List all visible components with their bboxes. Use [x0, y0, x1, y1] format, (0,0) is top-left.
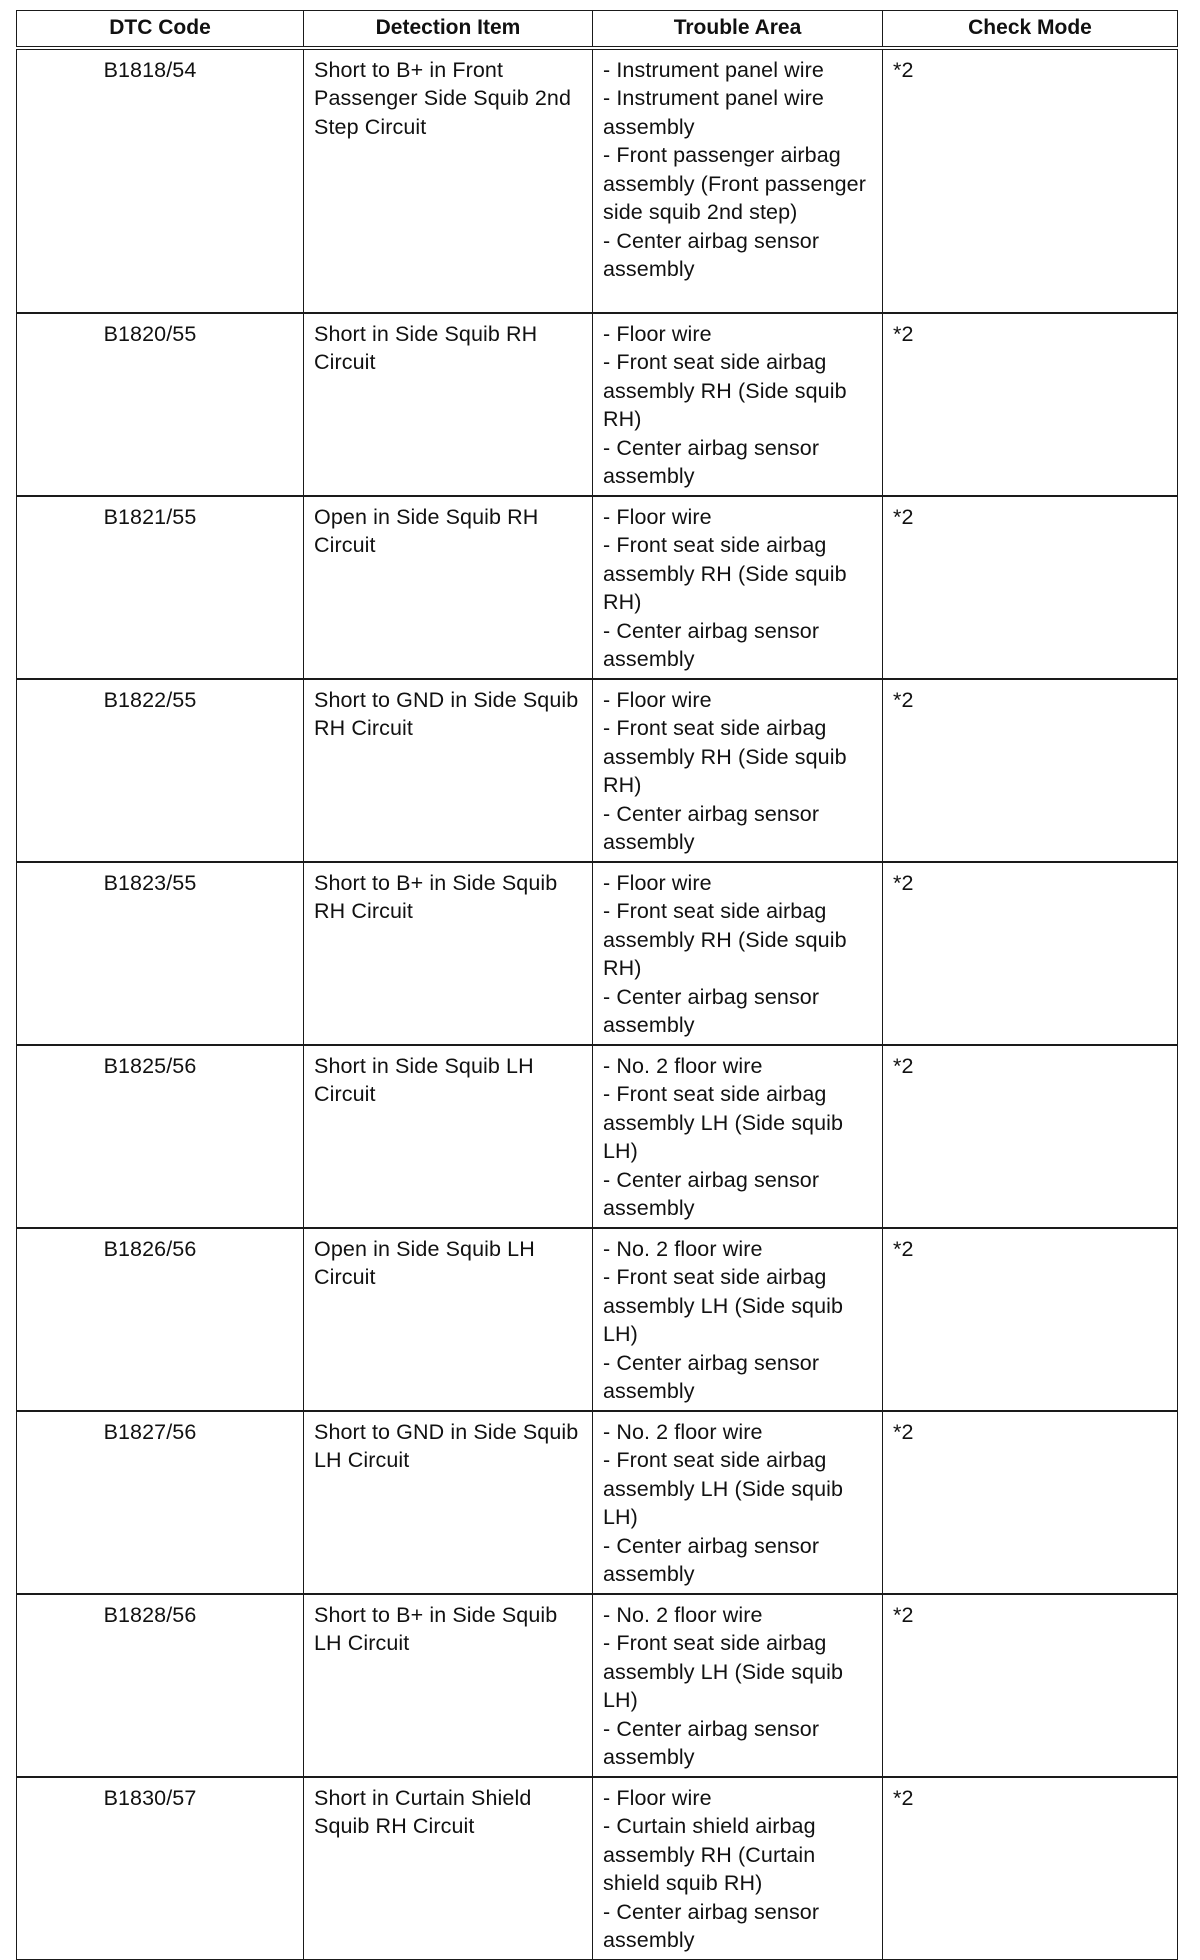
table-row — [17, 679, 1178, 862]
dtc-code-cell: B1823/55 — [17, 862, 304, 1045]
detection-item-cell: Short to B+ in Side Squib LH Circuit — [304, 1594, 593, 1777]
trouble-area-cell: - Floor wire - Curtain shield airbag assembly RH (Curtain shield squib RH) - Center airbag sensor assembly — [593, 1777, 883, 1960]
detection-item-cell: Short to B+ in Side Squib RH Circuit — [304, 862, 593, 1045]
detection-item-cell: Short in Curtain Shield Squib RH Circuit — [304, 1777, 593, 1960]
header-dtc-code: DTC Code — [17, 11, 304, 48]
check-mode-cell: *2 — [883, 313, 1178, 496]
table-row — [17, 313, 1178, 496]
trouble-area-cell: - Instrument panel wire - Instrument panel wire assembly - Front passenger airbag assembly (Front passenger side squib 2nd step) - Center airbag sensor assembly — [593, 48, 883, 313]
check-mode-cell: *2 — [883, 862, 1178, 1045]
table-row — [17, 1594, 1178, 1777]
trouble-area-cell: - No. 2 floor wire - Front seat side airbag assembly LH (Side squib LH) - Center airbag sensor assembly — [593, 1045, 883, 1228]
table-row — [17, 1411, 1178, 1594]
trouble-area-cell: - Floor wire - Front seat side airbag assembly RH (Side squib RH) - Center airbag sensor assembly — [593, 679, 883, 862]
header-trouble-area: Trouble Area — [593, 11, 883, 48]
dtc-table — [16, 10, 1178, 1960]
detection-item-cell: Open in Side Squib LH Circuit — [304, 1228, 593, 1411]
header-check-mode: Check Mode — [883, 11, 1178, 48]
trouble-area-cell: - No. 2 floor wire - Front seat side airbag assembly LH (Side squib LH) - Center airbag sensor assembly — [593, 1411, 883, 1594]
table-row — [17, 48, 1178, 313]
dtc-code-cell: B1825/56 — [17, 1045, 304, 1228]
dtc-code-cell: B1821/55 — [17, 496, 304, 679]
dtc-code-cell: B1830/57 — [17, 1777, 304, 1960]
header-detection-item: Detection Item — [304, 11, 593, 48]
dtc-code-cell: B1827/56 — [17, 1411, 304, 1594]
table-header — [17, 11, 1178, 48]
check-mode-cell: *2 — [883, 48, 1178, 313]
trouble-area-cell: - Floor wire - Front seat side airbag assembly RH (Side squib RH) - Center airbag sensor assembly — [593, 496, 883, 679]
table-row — [17, 862, 1178, 1045]
check-mode-cell: *2 — [883, 1777, 1178, 1960]
detection-item-cell: Short to GND in Side Squib RH Circuit — [304, 679, 593, 862]
table-body — [17, 48, 1178, 1960]
dtc-code-cell: B1822/55 — [17, 679, 304, 862]
detection-item-cell: Short in Side Squib LH Circuit — [304, 1045, 593, 1228]
dtc-code-cell: B1826/56 — [17, 1228, 304, 1411]
table-row — [17, 1777, 1178, 1960]
check-mode-cell: *2 — [883, 1045, 1178, 1228]
table-row — [17, 1228, 1178, 1411]
check-mode-cell: *2 — [883, 1594, 1178, 1777]
trouble-area-cell: - No. 2 floor wire - Front seat side airbag assembly LH (Side squib LH) - Center airbag sensor assembly — [593, 1228, 883, 1411]
detection-item-cell: Short to B+ in Front Passenger Side Squib 2nd Step Circuit — [304, 48, 593, 313]
check-mode-cell: *2 — [883, 1228, 1178, 1411]
dtc-code-cell: B1820/55 — [17, 313, 304, 496]
table-row — [17, 496, 1178, 679]
dtc-code-cell: B1828/56 — [17, 1594, 304, 1777]
check-mode-cell: *2 — [883, 496, 1178, 679]
check-mode-cell: *2 — [883, 1411, 1178, 1594]
trouble-area-cell: - Floor wire - Front seat side airbag assembly RH (Side squib RH) - Center airbag sensor assembly — [593, 862, 883, 1045]
header-row — [17, 11, 1178, 48]
detection-item-cell: Short to GND in Side Squib LH Circuit — [304, 1411, 593, 1594]
trouble-area-cell: - Floor wire - Front seat side airbag assembly RH (Side squib RH) - Center airbag sensor assembly — [593, 313, 883, 496]
detection-item-cell: Short in Side Squib RH Circuit — [304, 313, 593, 496]
table-row — [17, 1045, 1178, 1228]
dtc-code-cell: B1818/54 — [17, 48, 304, 313]
check-mode-cell: *2 — [883, 679, 1178, 862]
trouble-area-cell: - No. 2 floor wire - Front seat side airbag assembly LH (Side squib LH) - Center airbag sensor assembly — [593, 1594, 883, 1777]
detection-item-cell: Open in Side Squib RH Circuit — [304, 496, 593, 679]
